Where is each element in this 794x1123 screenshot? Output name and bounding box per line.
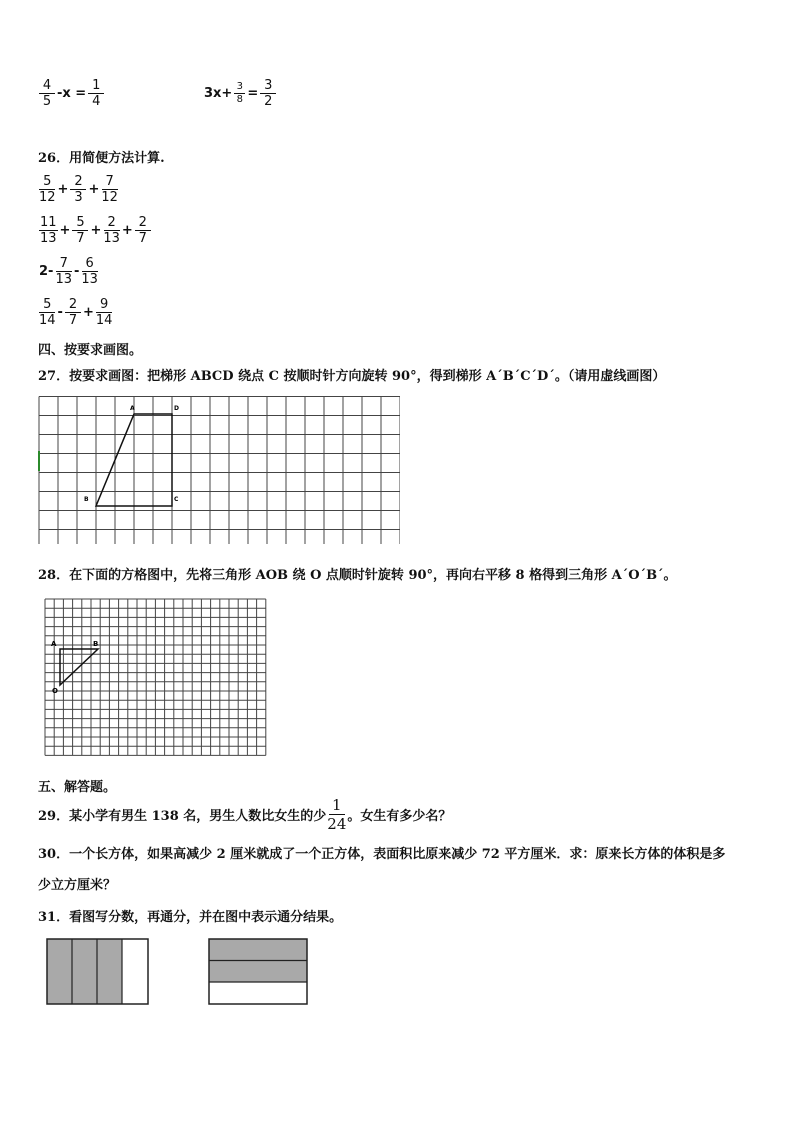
equation-2: 3x+ $\frac{3}{8}$ = $\frac{3}{2}$ <box>203 78 277 109</box>
q26-row-2: $\frac{11}{13}$ + $\frac{5}{7}$ + $\frac{2}{13}$ + $\frac{2}{7}$ <box>38 215 152 246</box>
shaded-part <box>47 939 122 1004</box>
equation-1: $\frac{4}{5}$ -x = $\frac{1}{4}$ <box>38 78 105 109</box>
section-4-heading: 四、按要求画图。 <box>38 343 143 358</box>
fraction: $\frac{1}{4}$ <box>88 78 104 109</box>
label-a: A <box>51 640 57 648</box>
q26-row-1: $\frac{5}{12}$ + $\frac{2}{3}$ + $\frac{7}{12}$ <box>39 174 118 205</box>
question-31-text: 31．看图写分数，再通分，并在图中表示通分结果。 <box>38 910 343 925</box>
q26-row-4: $\frac{5}{14}$ - $\frac{2}{7}$ + $\frac{9}{14}$ <box>39 297 113 328</box>
q27-grid <box>38 396 400 544</box>
label-o: O <box>52 687 58 695</box>
question-30-line-2: 少立方厘米？ <box>38 878 117 893</box>
question-29: 29．某小学有男生 138 名，男生人数比女生的少 $\frac{1}{24}$ 。女生有多少名？ <box>38 796 452 833</box>
label-c: C <box>174 496 179 503</box>
label-b: B <box>84 496 89 503</box>
question-26-title: 26．用简便方法计算. <box>38 151 165 166</box>
q28-grid <box>44 598 270 758</box>
fraction: $\frac{1}{24}$ <box>327 796 347 833</box>
label-d: D <box>174 405 179 412</box>
section-5-heading: 五、解答题。 <box>38 780 117 795</box>
question-28-text: 28．在下面的方格图中，先将三角形 AOB 绕 O 点顺时针旋转 90°，再向右平移 8 格得到三角形 A´O´B´。 <box>38 568 677 583</box>
fraction-figure-columns <box>46 938 150 1006</box>
question-30-line-1: 30．一个长方体，如果高减少 2 厘米就成了一个正方体，表面积比原来减少 72 平方厘米．求：原来长方体的体积是多 <box>38 847 726 862</box>
fraction: $\frac{4}{5}$ <box>39 78 55 109</box>
label-a: A <box>130 405 135 412</box>
question-27-text: 27．按要求画图：把梯形 ABCD 绕点 C 按顺时针方向旋转 90°，得到梯形 A´B´C´D´。（请用虚线画图） <box>38 369 666 384</box>
fraction-figure-rows <box>208 938 309 1006</box>
q26-row-3: 2- $\frac{7}{13}$ - $\frac{6}{13}$ <box>39 256 98 287</box>
fraction: $\frac{3}{8}$ <box>234 81 245 106</box>
fraction: $\frac{3}{2}$ <box>260 78 276 109</box>
label-b: B <box>93 640 99 648</box>
